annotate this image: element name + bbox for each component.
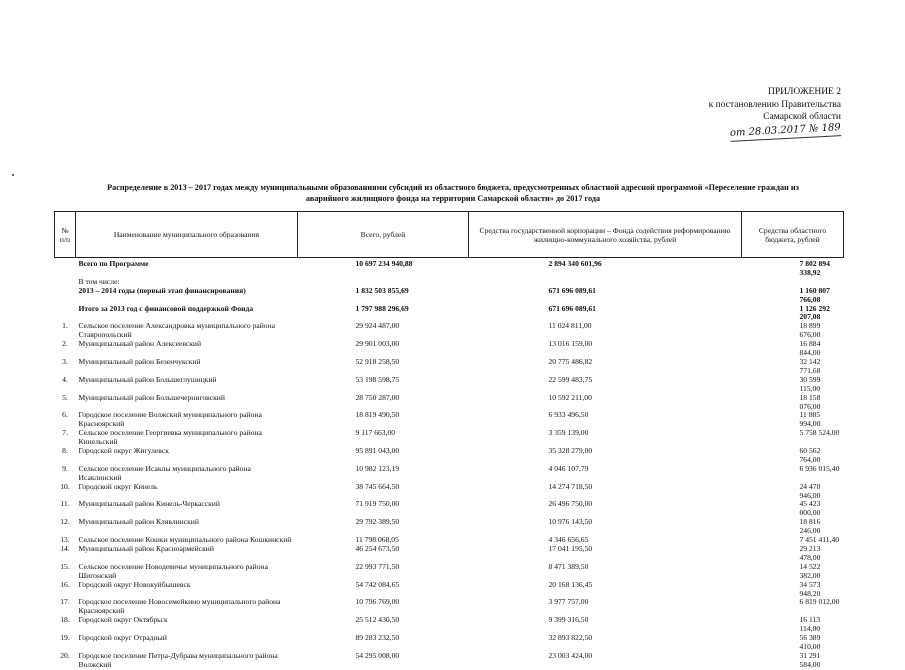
appendix-ref-line: к постановлению Правительства bbox=[708, 99, 841, 110]
cell-regional: 5 758 524,00 bbox=[799, 428, 840, 438]
cell-regional: 1 160 807 766,08 bbox=[799, 285, 830, 304]
cell-total: 25 512 430,50 bbox=[355, 615, 400, 625]
cell-fund: 11 024 811,00 bbox=[548, 321, 592, 331]
header-name: Наименование муниципального образования bbox=[76, 212, 298, 258]
cell-fund: 3 359 139,00 bbox=[548, 428, 589, 438]
cell-num: 17. bbox=[60, 597, 70, 607]
cell-fund: 4 046 107,79 bbox=[548, 463, 589, 473]
cell-name: Сельское поселение Георгиевка муниципального района Кинельский bbox=[78, 428, 262, 447]
cell-fund: 14 274 718,50 bbox=[548, 481, 593, 491]
cell-fund: 8 471 389,50 bbox=[548, 561, 589, 571]
cell-num: 7. bbox=[62, 428, 68, 438]
title-line-1: Распределение в 2013 – 2017 годах между муниципальными образованиями субсидий из областного бюджета, предусмотренных областной адресной программой «Переселение граждан из bbox=[107, 183, 799, 192]
cell-total: 9 117 663,00 bbox=[355, 428, 396, 438]
cell-total: 1 797 988 296,69 bbox=[355, 303, 409, 313]
cell-name: Муниципальный район Клявлинский bbox=[78, 517, 199, 527]
title-line-2: аварийного жилищного фонда на территории Самарской области» до 2017 года bbox=[305, 193, 601, 203]
cell-num: 18. bbox=[60, 615, 70, 625]
cell-total: 10 982 123,19 bbox=[355, 463, 400, 473]
table-row bbox=[55, 483, 844, 501]
cell-total: 53 198 598,75 bbox=[355, 374, 400, 384]
cell-regional: 32 142 771,68 bbox=[799, 356, 821, 375]
table-row bbox=[55, 305, 844, 323]
cell-regional: 18 899 676,00 bbox=[799, 321, 821, 340]
cell-num: 5. bbox=[62, 392, 68, 402]
cell-fund: 35 328 279,00 bbox=[548, 446, 593, 456]
cell-regional: 24 470 946,00 bbox=[799, 481, 821, 500]
cell-total: 95 891 043,00 bbox=[355, 446, 400, 456]
distribution-table bbox=[54, 211, 844, 670]
table-row bbox=[55, 287, 844, 305]
cell-fund: 32 893 822,50 bbox=[548, 633, 593, 643]
cell-regional: 29 213 478,00 bbox=[799, 544, 821, 562]
appendix-region-line: Самарской области bbox=[763, 112, 841, 122]
cell-fund: 3 977 757,00 bbox=[548, 597, 589, 607]
appendix-title: ПРИЛОЖЕНИЕ 2 bbox=[767, 87, 841, 97]
cell-total: 89 283 232,50 bbox=[355, 633, 400, 643]
cell-num: 8. bbox=[62, 446, 68, 456]
table-row bbox=[55, 616, 844, 634]
cell-name: Итого за 2013 год с финансовой поддержкой Фонда bbox=[78, 303, 254, 313]
cell-regional: 31 291 584,00 bbox=[799, 650, 821, 669]
cell-name: 2013 – 2014 годы (первый этап финансирования) bbox=[78, 285, 246, 295]
table-row bbox=[55, 447, 844, 465]
cell-num: 20. bbox=[60, 650, 70, 660]
cell-num: 14. bbox=[60, 544, 70, 553]
table-row bbox=[55, 634, 844, 652]
cell-name: Муниципальный район Алексеевский bbox=[78, 339, 202, 349]
cell-total: 71 919 750,00 bbox=[355, 499, 400, 509]
cell-regional: 6 819 012,00 bbox=[799, 597, 840, 607]
cell-total: 28 750 287,00 bbox=[355, 392, 400, 402]
cell-fund: 9 399 316,50 bbox=[548, 615, 589, 625]
appendix-block bbox=[709, 86, 841, 138]
cell-name: Всего по Программе bbox=[78, 259, 149, 268]
cell-regional: 16 884 844,00 bbox=[799, 339, 821, 358]
cell-total: 52 918 258,50 bbox=[355, 356, 400, 366]
table-row bbox=[55, 394, 844, 412]
cell-num: 3. bbox=[62, 356, 68, 366]
cell-name: Городской округ Жигулевск bbox=[78, 446, 169, 456]
cell-regional: 6 936 015,40 bbox=[799, 463, 840, 473]
cell-num bbox=[55, 258, 76, 278]
cell-name: Городской округ Новокуйбышевск bbox=[78, 579, 191, 589]
cell-regional: 16 113 114,00 bbox=[799, 615, 821, 634]
table-row bbox=[55, 518, 844, 536]
cell-num bbox=[55, 278, 76, 287]
cell-num: 9. bbox=[62, 463, 68, 473]
cell-regional: 7 802 894 338,92 bbox=[799, 259, 830, 277]
cell-regional: 60 562 764,00 bbox=[799, 446, 821, 464]
cell-name: Сельское поселение Новодевичье муниципального района Шигонский bbox=[78, 561, 268, 580]
cell-num: 6. bbox=[62, 410, 68, 420]
cell-fund: 20 168 136,45 bbox=[548, 579, 593, 589]
table-header-row bbox=[55, 212, 844, 258]
cell-fund: 6 933 496,50 bbox=[548, 410, 589, 420]
scan-speck bbox=[12, 174, 14, 176]
cell-fund: 671 696 089,61 bbox=[548, 285, 596, 295]
cell-fund: 4 346 656,65 bbox=[548, 535, 589, 545]
cell-name: Муниципальный район Красноармейский bbox=[78, 544, 214, 553]
cell-fund: 17 041 195,50 bbox=[548, 544, 593, 553]
cell-fund: 20 775 486,82 bbox=[548, 356, 593, 366]
table-row bbox=[55, 429, 844, 447]
cell-name: Городской округ Отрадный bbox=[78, 633, 167, 643]
cell-num: 4. bbox=[62, 374, 68, 384]
table-row bbox=[55, 598, 844, 616]
cell-regional: 7 451 411,40 bbox=[799, 535, 840, 545]
cell-num: 16. bbox=[60, 579, 70, 589]
cell-fund: 22 599 483,75 bbox=[548, 374, 593, 384]
table-row bbox=[55, 545, 844, 563]
cell-name: Муниципальный район Большечерниговский bbox=[78, 392, 225, 402]
cell-num: 2. bbox=[62, 339, 68, 349]
document-title bbox=[58, 183, 848, 204]
cell-num: 15. bbox=[60, 561, 70, 571]
cell-total: 29 792 389,50 bbox=[355, 517, 400, 527]
cell-total: 22 993 771,50 bbox=[355, 561, 400, 571]
cell-name: Городской округ Октябрьск bbox=[78, 615, 168, 625]
cell-num: 11. bbox=[60, 499, 70, 509]
cell-total: 18 819 490,50 bbox=[355, 410, 400, 420]
table-row bbox=[55, 376, 844, 394]
cell-name: Сельское поселение Исаклы муниципального района Исаклинский bbox=[78, 463, 251, 482]
cell-name: Муниципальный район Кинель-Черкасский bbox=[78, 499, 220, 509]
cell-total: 29 901 003,00 bbox=[355, 339, 400, 349]
header-fund: Средства государственной корпорации – Фонда содействия реформированию жилищно-коммунального хозяйства, рублей bbox=[469, 212, 742, 258]
table-row bbox=[55, 258, 844, 278]
table-row bbox=[55, 652, 844, 670]
appendix-date-number: от 28.03.2017 № 189 bbox=[730, 122, 841, 141]
cell-name: Городское поселение Волжский муниципального района Красноярский bbox=[78, 410, 262, 429]
cell-total: 54 742 084,65 bbox=[355, 579, 400, 589]
cell-fund: 2 894 340 601,96 bbox=[548, 259, 602, 268]
cell-total: 1 832 503 855,69 bbox=[355, 285, 409, 295]
cell-name: В том числе: bbox=[78, 276, 120, 286]
cell-fund: 10 976 143,50 bbox=[548, 517, 593, 527]
cell-total: 54 295 008,00 bbox=[355, 650, 400, 660]
cell-name: Сельское поселение Кошки муниципального района Кошкинский bbox=[78, 535, 292, 545]
table-row bbox=[55, 465, 844, 483]
cell-total: 10 697 234 940,88 bbox=[355, 259, 413, 268]
header-regional: Средства областного бюджета, рублей bbox=[742, 212, 844, 258]
cell-name: Муниципальный район Безенчукский bbox=[78, 356, 201, 366]
cell-total: 11 798 068,05 bbox=[355, 535, 399, 545]
cell-name: Городской округ Кинель bbox=[78, 481, 158, 491]
cell-name: Городское поселение Петра-Дубрава муниципального района Волжский bbox=[78, 650, 278, 669]
cell-regional: 11 885 994,00 bbox=[799, 410, 821, 429]
cell-fund: 10 592 211,00 bbox=[548, 392, 592, 402]
cell-fund bbox=[469, 278, 742, 287]
table-row bbox=[55, 500, 844, 518]
cell-num: 13. bbox=[60, 535, 70, 545]
table-body bbox=[55, 258, 844, 670]
cell-fund: 26 496 750,00 bbox=[548, 499, 593, 509]
cell-regional: 45 423 000,00 bbox=[799, 499, 821, 518]
table-row bbox=[55, 581, 844, 599]
cell-regional: 34 573 948,20 bbox=[799, 579, 821, 598]
cell-regional: 18 158 076,00 bbox=[799, 392, 821, 411]
cell-num bbox=[55, 305, 76, 323]
cell-fund: 23 003 424,00 bbox=[548, 650, 593, 660]
cell-num: 1. bbox=[62, 321, 68, 331]
cell-total: 10 796 769,00 bbox=[355, 597, 400, 607]
cell-regional: 1 126 292 207,08 bbox=[799, 303, 830, 322]
cell-name: Муниципальный район Большеглушицкий bbox=[78, 374, 217, 384]
cell-name: Городское поселение Новосемейкино муниципального района Красноярский bbox=[78, 597, 281, 616]
table-row bbox=[55, 563, 844, 581]
cell-num bbox=[55, 287, 76, 305]
cell-num: 12. bbox=[60, 517, 70, 527]
table-row bbox=[55, 358, 844, 376]
cell-total: 38 745 664,50 bbox=[355, 481, 400, 491]
cell-num: 10. bbox=[60, 481, 70, 491]
cell-total: 29 924 487,00 bbox=[355, 321, 400, 331]
cell-fund: 671 696 089,61 bbox=[548, 303, 596, 313]
cell-regional: 18 816 246,00 bbox=[799, 517, 821, 536]
cell-regional: 56 389 410,00 bbox=[799, 633, 821, 651]
table-row bbox=[55, 411, 844, 429]
cell-regional: 30 599 115,00 bbox=[799, 374, 821, 393]
cell-name: Сельское поселение Александровка муниципального района Ставропольский bbox=[78, 321, 276, 340]
table-row bbox=[55, 340, 844, 358]
cell-regional: 14 522 382,00 bbox=[799, 561, 821, 580]
header-total: Всего, рублей bbox=[298, 212, 469, 258]
cell-num: 19. bbox=[60, 633, 70, 643]
table-row bbox=[55, 322, 844, 340]
header-num: № п/п bbox=[55, 212, 76, 258]
cell-fund: 13 016 159,00 bbox=[548, 339, 593, 349]
cell-total: 46 254 673,50 bbox=[355, 544, 400, 553]
